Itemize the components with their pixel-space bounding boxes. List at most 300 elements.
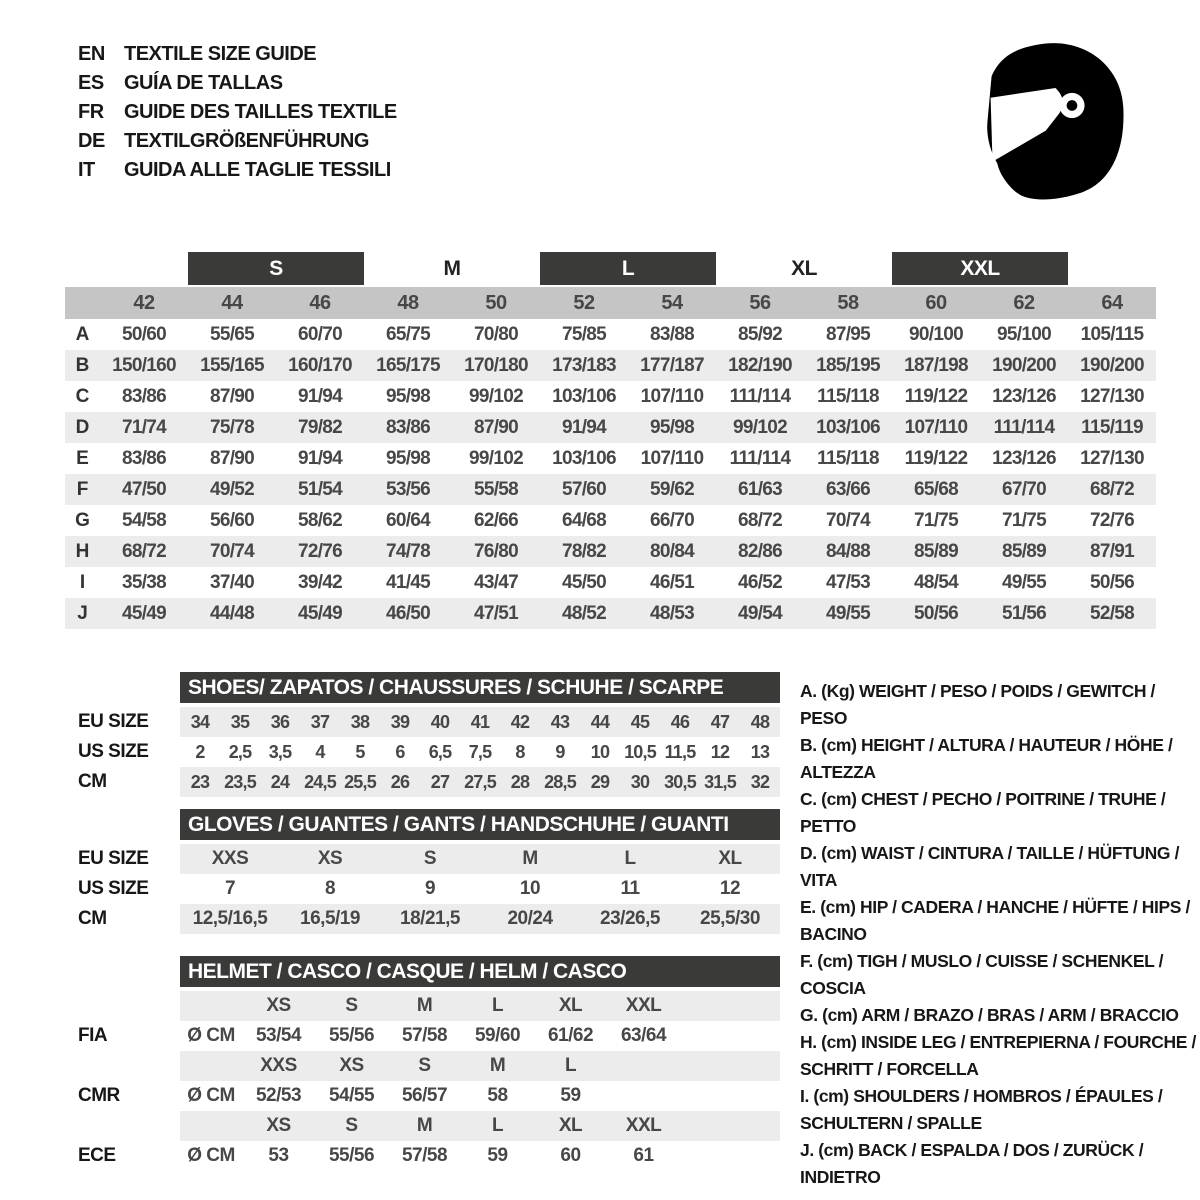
size-value: 64/68 [561,510,607,531]
legend-item: F. (cm) TIGH / MUSLO / CUISSE / SCHENKEL / COSCIA [800,951,1164,998]
helmet-values [180,1081,780,1111]
size-value: 71/75 [1001,510,1047,531]
table-row [65,844,785,874]
section-label-spacer [65,809,180,840]
size-value: 103/106 [552,448,616,469]
helmet-size-value: 63/64 [620,1025,667,1046]
size-value: 45/49 [297,603,343,624]
legend-item: H. (cm) INSIDE LEG / ENTREPIERNA / FOURCHE / SCHRITT / FORCELLA [800,1032,1196,1079]
language-title: TEXTILGRÖßENFÜHRUNG [124,130,369,152]
diameter-label: Ø CM [187,1085,235,1106]
size-value: 50/56 [1089,572,1135,593]
table-row [65,767,785,797]
size-value: 12 [719,878,741,899]
table-row [65,319,1156,350]
legend-item: I. (cm) SHOULDERS / HOMBROS / ÉPAULES / SCHULTERN / SPALLE [800,1086,1163,1133]
size-value: 10 [590,742,610,762]
size-value: 54/58 [121,510,167,531]
size-value: 58/62 [297,510,343,531]
size-value: 68/72 [1089,479,1135,500]
size-value: 85/89 [913,541,959,562]
size-value: 55/65 [209,324,255,345]
size-value: 51/56 [1001,603,1047,624]
size-value: 72/76 [1089,510,1135,531]
helmet-size-value: 61/62 [547,1025,594,1046]
size-value: 9 [555,742,565,762]
size-value: 99/102 [469,386,523,407]
helmet-size-value: 61 [633,1145,654,1166]
size-value: 26 [390,772,410,792]
row-label-eu-size: EU SIZE [78,711,149,732]
language-title: GUIDE DES TAILLES TEXTILE [124,101,397,123]
size-value: 155/165 [200,355,264,376]
column-header: 50 [485,292,507,314]
size-value: 45/50 [561,572,607,593]
size-value: 32 [750,772,770,792]
size-value: 103/106 [552,386,616,407]
size-value: 56/60 [209,510,255,531]
language-code: EN [78,43,105,65]
size-value: 48/53 [649,603,695,624]
row-letter: E [76,448,89,469]
size-value: 30,5 [664,772,696,792]
table-row [65,381,1156,412]
diameter-label: Ø CM [187,1025,235,1046]
size-value: 10,5 [624,742,656,762]
size-value: 123/126 [992,448,1056,469]
helmet-values [180,1021,780,1051]
size-value: 23,5 [224,772,256,792]
size-value: 99/102 [733,417,787,438]
size-value: 35/38 [121,572,167,593]
section-header-row [65,672,785,703]
language-code: IT [78,159,95,181]
language-title: GUÍA DE TALLAS [124,72,283,94]
size-value: 50/60 [121,324,167,345]
size-value: 62/66 [473,510,519,531]
row-label-cm: CM [78,771,107,792]
size-value: XL [718,848,742,869]
helmet-size-label: XXL [625,1115,662,1136]
helmet-sizes [180,1051,780,1081]
size-value: 41/45 [385,572,431,593]
size-value: 36 [270,712,290,732]
measurement-legend [800,678,1198,1191]
size-value: 83/86 [121,448,167,469]
helmet-sizes [180,1111,780,1141]
size-value: 91/94 [297,448,343,469]
row-values [180,874,780,904]
row-letter: J [77,603,88,624]
table-row [65,474,1156,505]
language-title: TEXTILE SIZE GUIDE [124,43,317,65]
row-values [180,737,780,767]
helmet-size-value [607,1081,680,1111]
row-letter: I [79,572,86,593]
section-header-row [65,956,785,987]
language-code: FR [78,101,104,123]
size-value: 55/58 [473,479,519,500]
size-value: 127/130 [1080,448,1144,469]
size-value: 115/118 [817,386,879,407]
helmet-value-row [65,1141,785,1171]
size-group-header-row [65,252,1156,285]
column-header: 54 [661,292,683,314]
size-value: 18/21,5 [400,908,460,929]
size-value: 150/160 [112,355,176,376]
size-value: 43 [550,712,570,732]
size-value: 173/183 [552,355,616,376]
helmet-size-label: XXL [625,995,662,1016]
size-value: 105/115 [1080,324,1144,345]
size-value: 65/68 [913,479,959,500]
helmet-size-value: 59 [560,1085,581,1106]
size-value: 41 [470,712,490,732]
size-value: 6,5 [428,742,452,762]
size-value: 25,5/30 [700,908,760,929]
size-value: 99/102 [469,448,523,469]
row-label-ece: ECE [78,1145,116,1166]
size-value: 95/98 [385,386,431,407]
size-value: 85/89 [1001,541,1047,562]
row-label-eu-size: EU SIZE [78,848,149,869]
column-header: 46 [309,292,331,314]
size-value: 35 [230,712,250,732]
size-value: 12 [710,742,730,762]
helmet-size-row [65,991,785,1021]
helmet-size-label: M [489,1055,506,1076]
size-value: 177/187 [640,355,704,376]
column-header: 64 [1101,292,1123,314]
group-spacer [65,252,188,285]
size-value: 50/56 [913,603,959,624]
row-label-cmr: CMR [78,1085,120,1106]
size-value: 87/91 [1089,541,1135,562]
size-value: 47/51 [473,603,519,624]
empty-cell [180,991,242,1021]
size-value: 48/54 [913,572,959,593]
size-value: 46/52 [737,572,783,593]
legend-item: D. (cm) WAIST / CINTURA / TAILLE / HÜFTUNG / VITA [800,843,1180,890]
language-row [78,98,397,127]
row-label-us-size: US SIZE [78,741,149,762]
empty-cell [180,1111,242,1141]
size-value: 95/98 [649,417,695,438]
column-header: 42 [133,292,155,314]
size-value: 91/94 [297,386,343,407]
size-value: 25,5 [344,772,376,792]
size-value: 119/122 [904,386,968,407]
table-row [65,536,1156,567]
column-header: 62 [1013,292,1035,314]
size-value: 2 [195,742,205,762]
size-value: 4 [315,742,325,762]
helmet-size-value: 58 [487,1085,508,1106]
size-value: 71/75 [913,510,959,531]
size-value: 43/47 [473,572,519,593]
size-value: 11,5 [664,742,696,762]
row-label-spacer [65,1051,180,1081]
helmet-size-label [607,1051,680,1081]
size-value: 10 [519,878,541,899]
row-label-us-size: US SIZE [78,878,149,899]
textile-size-table [65,252,1156,629]
size-value: 47/50 [121,479,167,500]
size-value: 44 [590,712,610,732]
size-value: 52/58 [1089,603,1135,624]
helmet-size-value: 53/54 [255,1025,302,1046]
size-value: 187/198 [904,355,968,376]
size-value: 190/200 [1080,355,1144,376]
size-value: 6 [395,742,405,762]
size-value: 2,5 [228,742,252,762]
size-value: 3,5 [268,742,292,762]
table-row [65,598,1156,629]
helmet-size-label: M [416,995,433,1016]
row-values [180,904,780,934]
language-row [78,69,397,98]
size-value: 42 [510,712,530,732]
legend-item: E. (cm) HIP / CADERA / HANCHE / HÜFTE / HIPS / BACINO [800,897,1190,944]
helmet-size-value: 52/53 [255,1085,302,1106]
size-value: 7,5 [468,742,492,762]
table-row [65,505,1156,536]
helmet-size-value: 55/56 [328,1025,375,1046]
helmet-size-value: 54/55 [328,1085,375,1106]
size-value: 47/53 [825,572,871,593]
size-value: 28 [510,772,530,792]
size-value: 87/95 [825,324,871,345]
helmet-size-value: 57/58 [401,1025,448,1046]
column-header: 60 [925,292,947,314]
column-header-band [65,287,1156,319]
helmet-icon [978,35,1133,205]
size-value: 39/42 [297,572,343,593]
size-value: 107/110 [904,417,968,438]
size-value: 72/76 [297,541,343,562]
helmet-sizes [180,991,780,1021]
size-value: 20/24 [507,908,553,929]
size-value: 49/52 [209,479,255,500]
row-values [180,767,780,797]
row-letter: F [76,479,89,500]
size-value: 9 [424,878,436,899]
column-header: 48 [397,292,419,314]
helmet-size-value: 57/58 [401,1145,448,1166]
helmet-size-value: 53 [268,1145,289,1166]
size-value: 38 [350,712,370,732]
size-value: 71/74 [121,417,167,438]
size-value: 39 [390,712,410,732]
helmet-size-label: S [418,1055,431,1076]
size-value: 8 [515,742,525,762]
size-value: 123/126 [992,386,1056,407]
helmet-value-row [65,1081,785,1111]
size-value: 29 [590,772,610,792]
size-value: 37/40 [209,572,255,593]
helmet-size-label: L [491,995,504,1016]
size-value: 182/190 [728,355,792,376]
size-value: 63/66 [825,479,871,500]
helmet-size-row [65,1111,785,1141]
row-letter: C [75,386,90,407]
size-value: 67/70 [1001,479,1047,500]
size-value: 44/48 [209,603,255,624]
size-value: 74/78 [385,541,431,562]
legend-item: B. (cm) HEIGHT / ALTURA / HAUTEUR / HÖHE / ALTEZZA [800,735,1173,782]
size-value: 37 [310,712,330,732]
size-value: 190/200 [992,355,1056,376]
helmet-size-label: XXS [260,1055,297,1076]
size-value: 60/70 [297,324,343,345]
size-value: 119/122 [904,448,968,469]
size-value: 170/180 [464,355,528,376]
size-value: 40 [430,712,450,732]
empty-cell [180,1051,242,1081]
size-value: 107/110 [640,386,704,407]
size-value: 49/54 [737,603,783,624]
size-value: 61/63 [737,479,783,500]
size-value: 165/175 [376,355,440,376]
helmet-size-value: 59/60 [474,1025,521,1046]
table-row [65,874,785,904]
size-value: 85/92 [737,324,783,345]
row-label-spacer [65,991,180,1021]
size-group-xxl: XXL [892,252,1068,285]
language-title-list [78,40,397,185]
spacer [65,934,785,956]
row-label-cm: CM [78,908,107,929]
size-value: 27 [430,772,450,792]
helmet-title-bar: HELMET / CASCO / CASQUE / HELM / CASCO [180,956,780,987]
helmet-size-label: M [416,1115,433,1136]
size-value: 111/114 [729,386,791,407]
size-value: 70/74 [209,541,255,562]
row-letter: A [75,324,90,345]
row-letter: H [75,541,90,562]
size-value: 57/60 [561,479,607,500]
helmet-size-value: 59 [487,1145,508,1166]
size-value: 48 [750,712,770,732]
size-value: 27,5 [464,772,496,792]
column-header: 52 [573,292,595,314]
size-value: 70/80 [473,324,519,345]
spacer [65,797,785,809]
diameter-label: Ø CM [187,1145,235,1166]
size-value: XXS [211,848,249,869]
size-value: 24 [270,772,290,792]
helmet-size-label: S [345,995,358,1016]
size-value: 91/94 [561,417,607,438]
size-value: 83/86 [385,417,431,438]
size-value: 7 [224,878,236,899]
size-value: S [423,848,437,869]
size-value: 11 [620,878,640,899]
size-value: 111/114 [993,417,1055,438]
size-value: 8 [324,878,336,899]
size-value: 80/84 [649,541,695,562]
section-label-spacer [65,956,180,987]
row-values [180,844,780,874]
table-row [65,412,1156,443]
size-value: 49/55 [825,603,871,624]
size-value: 46 [670,712,690,732]
size-value: 46/51 [649,572,695,593]
row-letter: D [75,417,90,438]
size-value: 16,5/19 [300,908,360,929]
helmet-size-row [65,1051,785,1081]
size-value: 23/26,5 [600,908,660,929]
size-value: 12,5/16,5 [192,908,268,929]
row-values [180,707,780,737]
size-value: 65/75 [385,324,431,345]
helmet-size-value: 55/56 [328,1145,375,1166]
size-value: 107/110 [640,448,704,469]
size-value: 23 [190,772,210,792]
helmet-values [180,1141,780,1171]
helmet-size-label: XS [266,995,291,1016]
size-value: 68/72 [121,541,167,562]
helmet-size-label: L [491,1115,504,1136]
size-value: 115/118 [817,448,879,469]
size-group-l: L [540,252,716,285]
size-value: 75/85 [561,324,607,345]
size-group-m: M [443,256,461,280]
language-row [78,156,397,185]
size-value: 47 [710,712,730,732]
row-letter: G [75,510,90,531]
gloves-title-bar: GLOVES / GUANTES / GANTS / HANDSCHUHE / GUANTI [180,809,780,840]
helmet-size-value: 60 [560,1145,581,1166]
size-value: 75/78 [209,417,255,438]
size-value: 76/80 [473,541,519,562]
size-value: 84/88 [825,541,871,562]
size-value: M [522,848,538,869]
size-value: 103/106 [816,417,880,438]
size-value: 31,5 [704,772,736,792]
size-value: 160/170 [288,355,352,376]
size-group-xl: XL [791,256,817,280]
language-row [78,40,397,69]
language-code: ES [78,72,104,94]
language-title: GUIDA ALLE TAGLIE TESSILI [124,159,391,181]
helmet-size-label: L [564,1055,577,1076]
footwear-gloves-helmet-tables [65,672,785,1171]
size-value: 79/82 [297,417,343,438]
size-value: 111/114 [729,448,791,469]
size-value: 34 [190,712,210,732]
row-label-fia: FIA [78,1025,108,1046]
table-row [65,737,785,767]
table-row [65,904,785,934]
size-value: 68/72 [737,510,783,531]
legend-item: C. (cm) CHEST / PECHO / POITRINE / TRUHE / PETTO [800,789,1166,836]
helmet-size-label: S [345,1115,358,1136]
column-header: 58 [837,292,859,314]
size-value: 46/50 [385,603,431,624]
shoes-title-bar: SHOES/ ZAPATOS / CHAUSSURES / SCHUHE / SCARPE [180,672,780,703]
size-value: 87/90 [209,448,255,469]
helmet-size-value: 56/57 [401,1085,448,1106]
size-value: 185/195 [816,355,880,376]
table-row [65,443,1156,474]
size-value: 24,5 [304,772,336,792]
language-code: DE [78,130,105,152]
size-value: 95/100 [997,324,1051,345]
size-value: 87/90 [209,386,255,407]
size-value: 28,5 [544,772,576,792]
size-value: 83/86 [121,386,167,407]
